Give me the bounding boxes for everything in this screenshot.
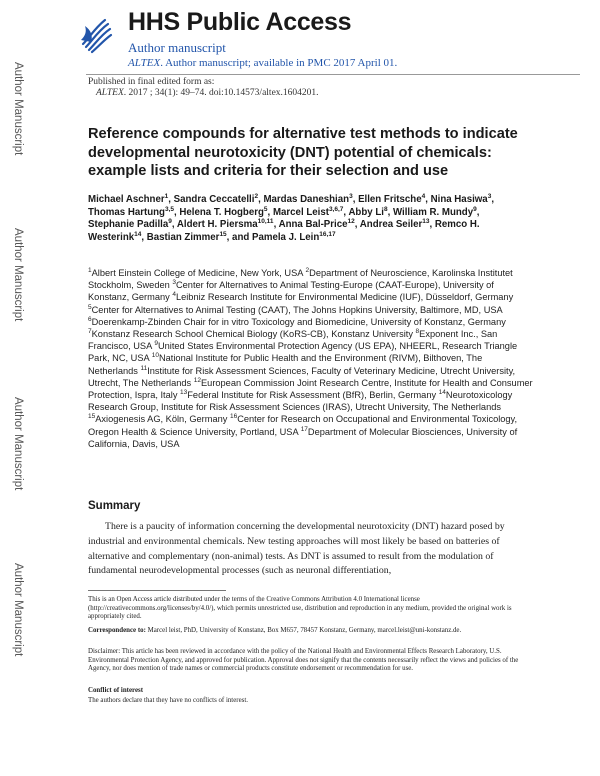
- affiliation-number: 13: [180, 388, 188, 396]
- affiliation-text: Axiogenesis AG, Köln, Germany: [95, 414, 228, 425]
- author-name: Nina Hasiwa: [430, 194, 488, 205]
- author: [177, 219, 274, 230]
- author-name: Marcel Leist: [272, 206, 329, 218]
- author-affiliation-number: 3,5: [164, 205, 175, 213]
- conflict-heading: [88, 687, 534, 696]
- author-affiliation-number: 5: [263, 205, 268, 213]
- header-divider: [86, 74, 580, 75]
- affiliation-number: 16: [229, 413, 238, 421]
- availability-text: . Author manuscript; available in PMC 2017 April 01.: [160, 57, 398, 69]
- affiliation-text: Albert Einstein College of Medicine, New York, USA: [91, 268, 303, 278]
- affiliation-number: 9: [154, 340, 158, 348]
- author-affiliation-number: 3: [349, 192, 353, 200]
- affiliation-text: National Institute for Public Health and the Environment (RIVM), Bilthoven, The Netherlands: [88, 353, 483, 376]
- summary-text: There is a paucity of information concerning the developmental neurotoxicity (DNT) hazard posed by industrial and environmental chemicals. New testing approaches will most likely be based on batteries of alternative and complementary (non-animal) tests. As DNT is assumed to result from the modulation of fundamental neurodevelopmental processes (such as neuronal differentiation,: [88, 521, 505, 577]
- affiliation: [172, 292, 513, 302]
- author-name: Stephanie Padilla: [88, 219, 169, 231]
- affiliation-text: Institute for Risk Assessment Sciences, Faculty of Veterinary Medicine, Utrecht University, Utrecht, The Netherlands: [88, 365, 516, 388]
- author-affiliation-number: 2: [254, 192, 259, 200]
- correspondence-footnote: [88, 627, 534, 636]
- affiliation-text: United States Environmental Protection Agency (US EPA), NHEERL, Research Triangle Park, NC, USA: [88, 341, 518, 364]
- affiliation-text: Exponent Inc., San Francisco, USA: [88, 329, 498, 352]
- author-affiliation-number: 16,17: [319, 230, 336, 238]
- affiliation-number: 17: [300, 425, 308, 433]
- correspondence-text: Marcel leist, PhD, University of Konstanz, Box M657, 78457 Konstanz, Germany, marcel.leist@uni-konstanz.de.: [145, 627, 462, 634]
- affiliation-text: Center for Alternatives to Animal Testing (CAAT), The Johns Hopkins University, Baltimore, MD, USA: [91, 304, 503, 315]
- author: [279, 219, 355, 230]
- affiliation-text: Center for Alternatives to Animal Testing-Europe (CAAT-Europe), University of Konstanz, Germany: [88, 280, 494, 303]
- author-name: Aldert H. Piersma: [176, 219, 258, 231]
- affiliation-text: Doerenkamp-Zbinden Chair for in vitro Toxicology and Biomedicine, University of Konstanz, Germany: [91, 316, 506, 327]
- affiliation-text: Federal Institute for Risk Assessment (BfR), Berlin, Germany: [187, 390, 437, 401]
- affiliation-number: 4: [172, 291, 176, 299]
- citation-journal: ALTEX: [96, 88, 124, 98]
- citation: [96, 88, 319, 98]
- author-name: Pamela J. Lein: [251, 231, 320, 243]
- author-affiliation-number: 9: [168, 217, 172, 225]
- author-name: Mardas Daneshian: [263, 194, 350, 205]
- author-affiliation-number: 8: [383, 205, 388, 213]
- correspondence-label: Correspondence to:: [88, 627, 146, 634]
- affiliation-number: 10: [151, 352, 159, 360]
- affiliation-number: 6: [88, 315, 92, 323]
- author-affiliation-number: 9: [473, 205, 477, 213]
- affiliation-number: 12: [193, 376, 201, 384]
- author-affiliation-number: 13: [422, 217, 430, 225]
- disclaimer-footnote: Disclaimer: This article has been reviewed in accordance with the policy of the National Health and Environmental Effects Research Laboratory, U.S. Environmental Protection Agency, and approved for publication. Approval does not signify that the contents necessarily reflect the views and policies of the Agency, nor does mention of trade names or commercial products constitute endorsement or recommendation for use.: [88, 648, 519, 673]
- affiliation: [88, 317, 506, 327]
- author-affiliation-number: 3: [487, 192, 492, 200]
- affiliation-text: Department of Molecular Biosciences, University of California, Davis, USA: [88, 426, 518, 449]
- affiliation-list: [88, 267, 534, 450]
- affiliation: [88, 305, 502, 315]
- article-title: Reference compounds for alternative test methods to indicate developmental neurotoxicity (DNT) potential of chemicals: example lists and criteria for their selection and use: [88, 126, 518, 179]
- affiliation-number: 11: [140, 364, 148, 372]
- hhs-eagle-icon: [75, 14, 117, 56]
- author-name: Ellen Fritsche: [358, 194, 422, 205]
- affiliation: [88, 414, 227, 424]
- author-affiliation-number: 1: [164, 192, 169, 200]
- license-footnote: This is an Open Access article distributed under the terms of the Creative Commons Attribution 4.0 International license (http://creativecommons.org/licenses/by/4.0/), which permits unrestricted use, distribution and reproduction in any medium, provided the original work is appropriately cited.: [88, 596, 512, 621]
- footnote-divider: [88, 590, 226, 591]
- author: [348, 207, 387, 218]
- author-name: William R. Mundy: [392, 206, 474, 218]
- author-affiliation-number: 10,11: [257, 217, 274, 225]
- author-list: Michael Aschner$^1$, Sandra Ceccatelli$^2$, Mardas Daneshian$^3$, Ellen Fritsche$^4$, Nina Hasiwa$^3$, Thomas Hartung$^{3,5}$, Helena T. Hogberg$^5$, Marcel Leist$^{3,6,7}$, Abby Li$^8$, William R. Mundy$^9$, Stephanie Padilla$^9$, Aldert H. Piersma$^{10,11}$, Anna Bal-Price$^{12}$, Andrea Seiler$^{13}$, Remco H. Westerink$^{14}$, Bastian Zimmer$^{15}$, and Pamela J. Lein$^{16,17}$: [88, 192, 495, 243]
- author-affiliation-number: 3,6,7: [328, 205, 344, 213]
- conflict-heading-text: Conflict of interest: [88, 687, 143, 694]
- author: [360, 219, 430, 230]
- affiliation-number: 1: [88, 266, 92, 274]
- conflict-text: The authors declare that they have no conflicts of interest.: [88, 697, 248, 704]
- affiliation: [180, 390, 436, 400]
- side-label-author-manuscript: Author Manuscript: [12, 397, 24, 491]
- author: [431, 194, 492, 205]
- author: [358, 194, 425, 205]
- affiliation-text: Department of Neuroscience, Karolinska Institutet Stockholm, Sweden: [88, 268, 513, 291]
- author: [393, 207, 477, 218]
- author-name: Michael Aschner: [88, 194, 165, 205]
- summary-heading: Summary: [88, 500, 141, 512]
- author-affiliation-number: 12: [347, 217, 355, 225]
- author-name: Anna Bal-Price: [278, 219, 348, 231]
- author: [88, 219, 172, 230]
- author-name: Bastian Zimmer: [146, 231, 220, 243]
- author: [174, 194, 258, 205]
- side-label-author-manuscript: Author Manuscript: [12, 62, 24, 156]
- affiliation-text: European Commission Joint Research Centre, Institute for Health and Consumer Protection, Ispra, Italy: [88, 377, 533, 401]
- affiliation-text: Konstanz Research School Chemical Biology (KoRS-CB), Konstanz University: [91, 329, 413, 340]
- author-manuscript-label: Author manuscript: [128, 40, 226, 55]
- author-affiliation-number: 4: [421, 192, 426, 200]
- author-affiliation-number: 14: [134, 230, 142, 238]
- affiliation-number: 14: [438, 388, 446, 396]
- author: [179, 207, 267, 218]
- affiliation-number: 3: [172, 279, 176, 287]
- author: [88, 194, 168, 205]
- author-affiliation-number: 15: [219, 230, 227, 238]
- affiliation-number: 15: [88, 413, 96, 421]
- author: [263, 194, 352, 205]
- author-name: Abby Li: [348, 206, 384, 218]
- availability-line: [128, 57, 397, 69]
- affiliation-text: Neurotoxicology Research Group, Institute for Risk Assessment Sciences (IRAS), Utrecht University, The Netherlands: [88, 390, 513, 413]
- affiliation-text: Leibniz Research Institute for Environmental Medicine (IUF), Düsseldorf, Germany: [175, 292, 514, 303]
- author-name: Thomas Hartung: [88, 206, 165, 218]
- hhs-public-access-title: HHS Public Access: [128, 8, 352, 36]
- author: [88, 207, 174, 218]
- author-name: Helena T. Hogberg: [179, 206, 264, 218]
- journal-name: ALTEX: [128, 57, 161, 69]
- affiliation-number: 2: [305, 266, 310, 274]
- author-name: Remco H. Westerink: [88, 219, 480, 243]
- affiliation-number: 8: [415, 327, 420, 335]
- side-label-author-manuscript: Author Manuscript: [12, 563, 24, 657]
- author: [252, 232, 336, 243]
- affiliation: [88, 268, 303, 278]
- citation-details: . 2017 ; 34(1): 49–74. doi:10.14573/altex.1604201.: [123, 88, 319, 98]
- affiliation: [88, 329, 413, 339]
- side-label-author-manuscript: Author Manuscript: [12, 228, 24, 322]
- affiliation-number: 5: [88, 303, 92, 311]
- author: [147, 232, 227, 243]
- affiliation-text: Center for Research on Occupational and Environmental Toxicology, Oregon Health & Science University, Portland, USA: [88, 414, 518, 437]
- published-in-label: Published in final edited form as:: [88, 77, 215, 87]
- author: [273, 207, 343, 218]
- affiliation-number: 7: [88, 327, 92, 335]
- author-name: Sandra Ceccatelli: [173, 194, 255, 205]
- author-name: Andrea Seiler: [359, 219, 423, 231]
